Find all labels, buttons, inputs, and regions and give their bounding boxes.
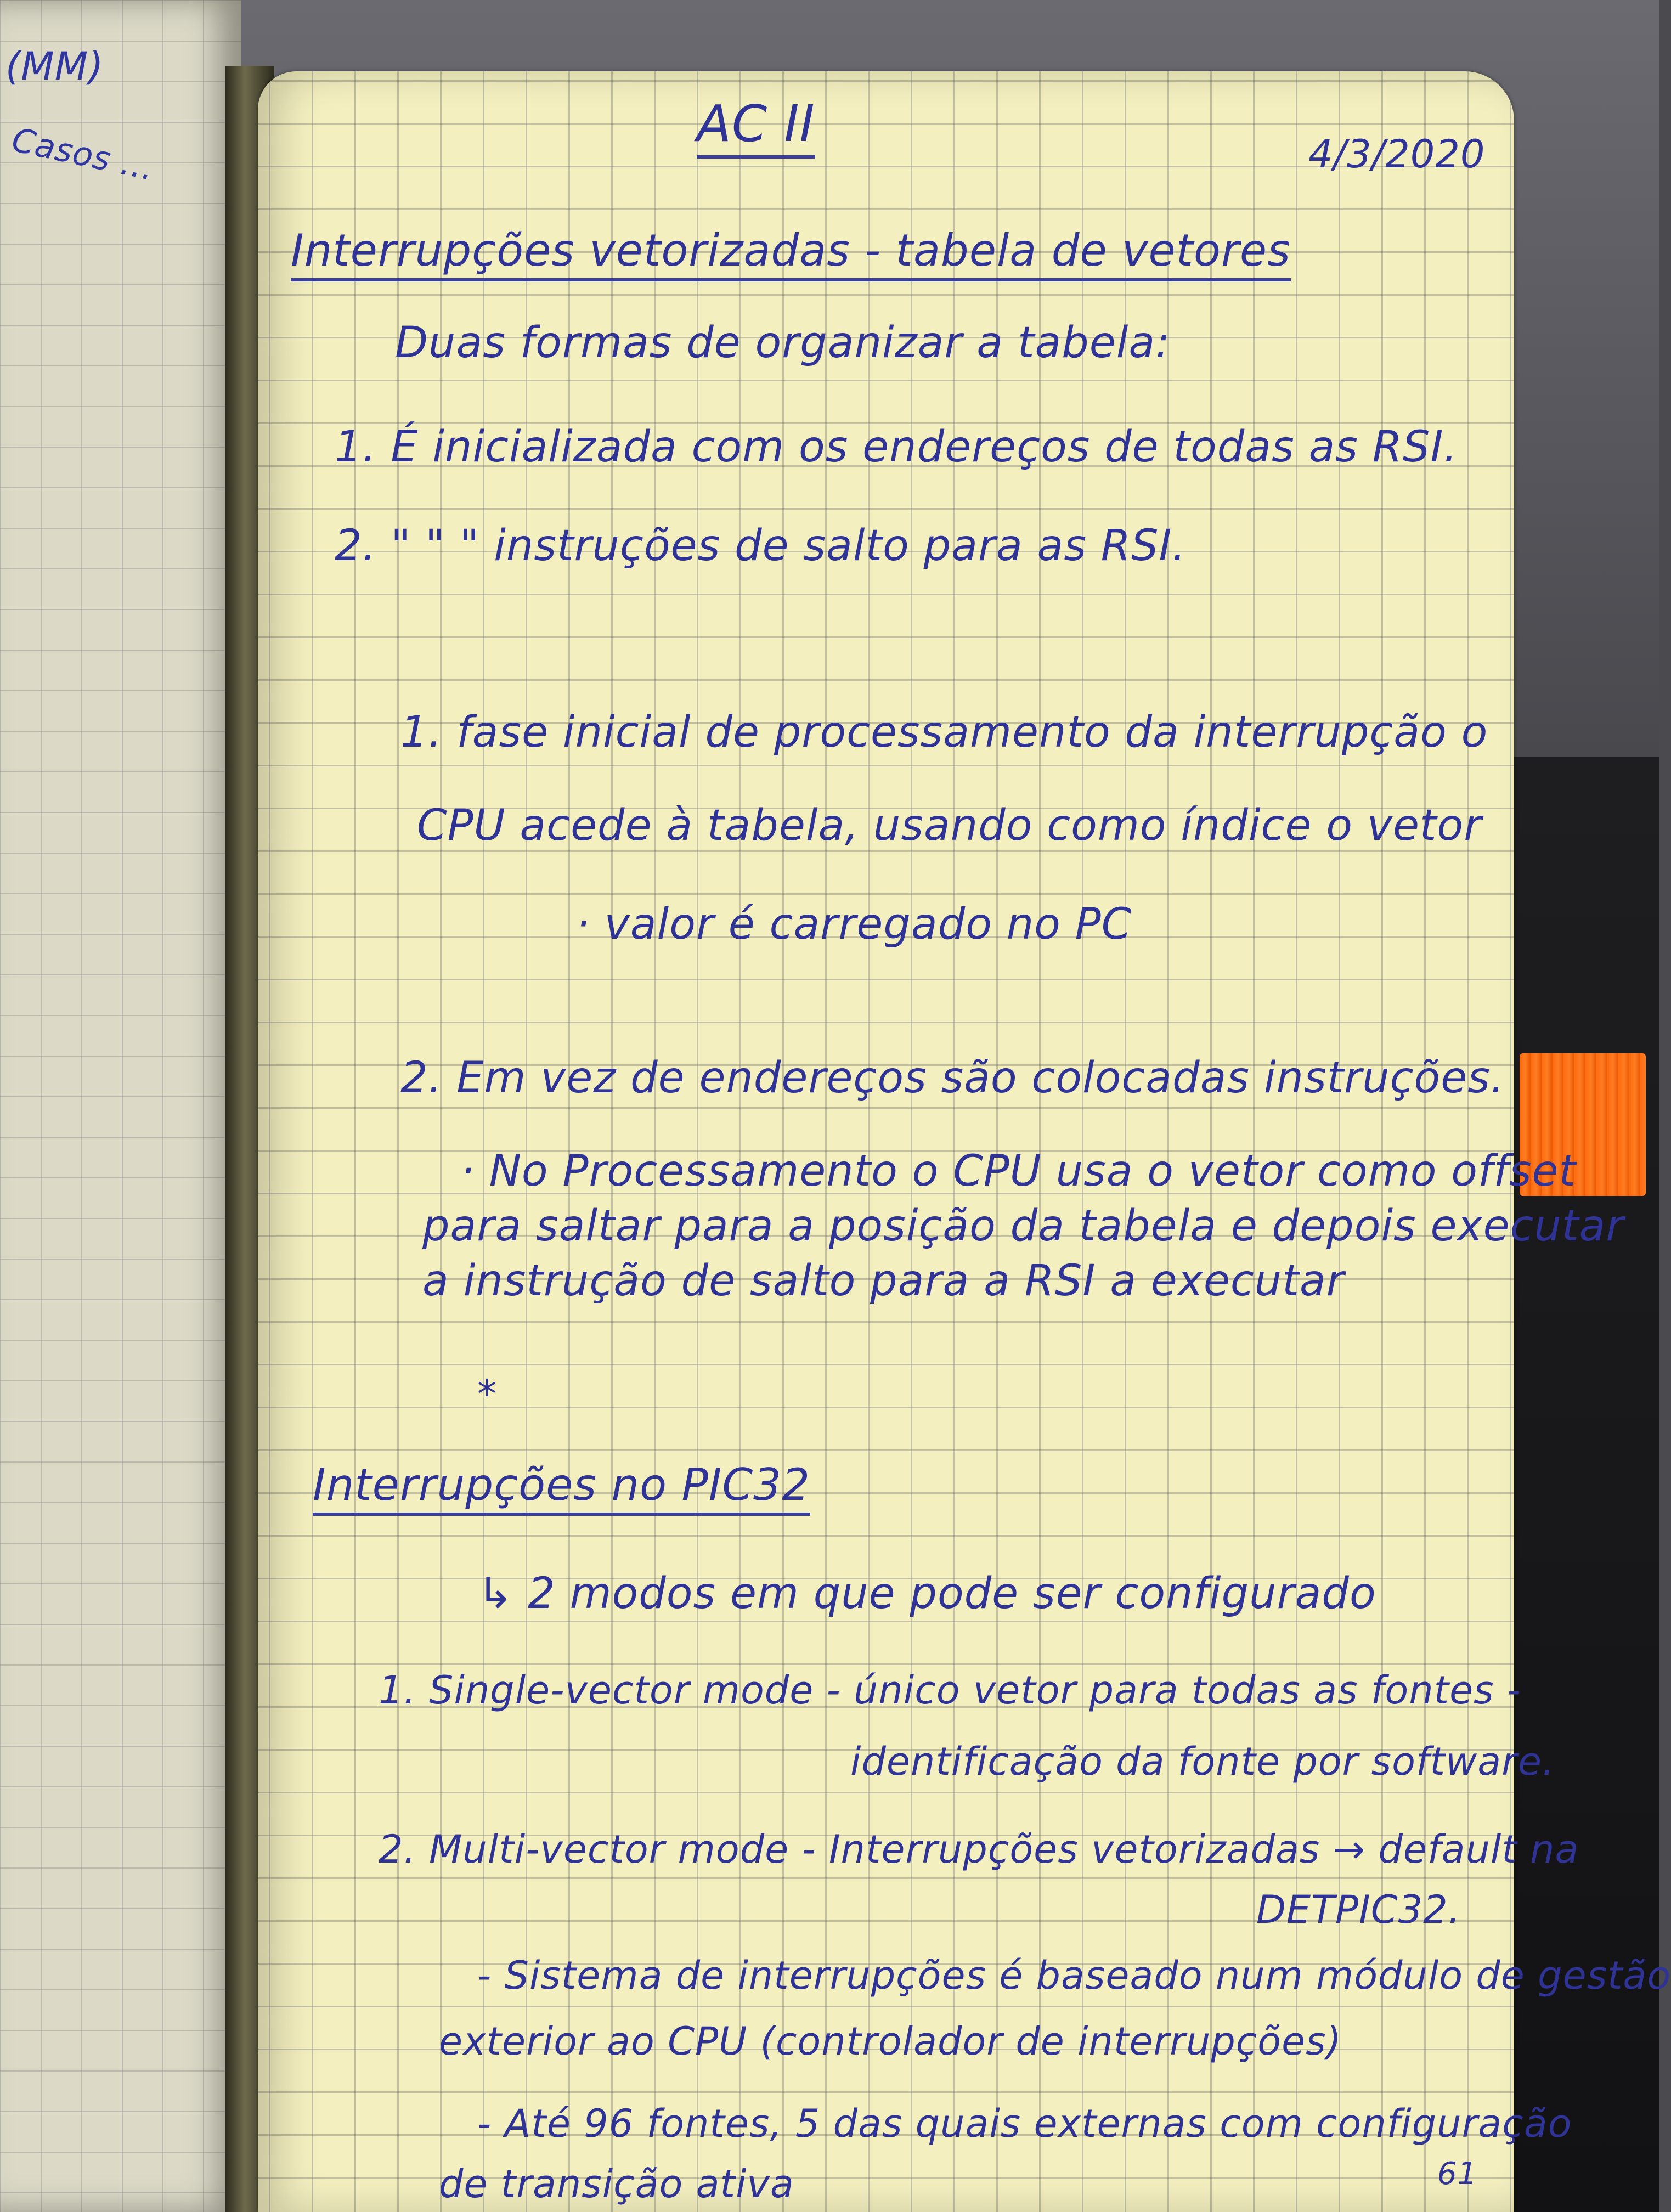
page-date: 4/3/2020 <box>1308 132 1486 177</box>
detail2-line2: · No Processamento o CPU usa o vetor como offset <box>461 1147 1577 1196</box>
section2-bullet1-line1: - Sistema de interrupções é baseado num módulo de gestão <box>477 1953 1671 1998</box>
section2-intro: ↳ 2 modos em que pode ser configurado <box>477 1569 1376 1618</box>
section1-heading: Interrupções vetorizadas - tabela de vetores <box>291 225 1291 281</box>
detail1-line2: CPU acede à tabela, usando como índice o vetor <box>417 801 1482 850</box>
section2-bullet2-line2: de transição ativa <box>439 2162 794 2207</box>
left-page <box>0 0 241 2212</box>
section2-item2-line1: 2. Multi-vector mode - Interrupções vetorizadas → default na <box>379 1827 1579 1872</box>
detail2-line4: a instrução de salto para a RSI a executar <box>422 1256 1345 1306</box>
detail1-line1: 1. fase inicial de processamento da interrupção o <box>400 708 1488 757</box>
section1-intro: Duas formas de organizar a tabela: <box>395 318 1171 368</box>
section1-item1: 1. É inicializada com os endereços de todas as RSI. <box>335 422 1458 472</box>
section2-bullet2-line1: - Até 96 fontes, 5 das quais externas com configuração <box>477 2101 1572 2146</box>
section2-heading: Interrupções no PIC32 <box>313 1459 810 1516</box>
stray-mark: * <box>477 1372 497 1417</box>
detail2-line3: para saltar para a posição da tabela e depois executar <box>422 1201 1624 1251</box>
detail2-line1: 2. Em vez de endereços são colocadas instruções. <box>400 1053 1505 1103</box>
left-note-1: (MM) <box>5 44 104 89</box>
section2-item2-line2: DETPIC32. <box>1256 1887 1461 1932</box>
section2-item1-line1: 1. Single-vector mode - único vetor para todas as fontes - <box>379 1668 1522 1713</box>
section2-bullet1-line2: exterior ao CPU (controlador de interrupções) <box>439 2019 1342 2064</box>
section1-item2: 2. " " " instruções de salto para as RSI. <box>335 521 1187 571</box>
detail1-line3: · valor é carregado no PC <box>576 900 1132 949</box>
right-page <box>258 71 1671 2212</box>
page-number: 61 <box>1437 2156 1478 2192</box>
section2-item1-line2: identificação da fonte por software. <box>850 1739 1555 1784</box>
left-note-2: Casos ... <box>8 121 158 189</box>
page-title: AC II <box>697 94 815 159</box>
